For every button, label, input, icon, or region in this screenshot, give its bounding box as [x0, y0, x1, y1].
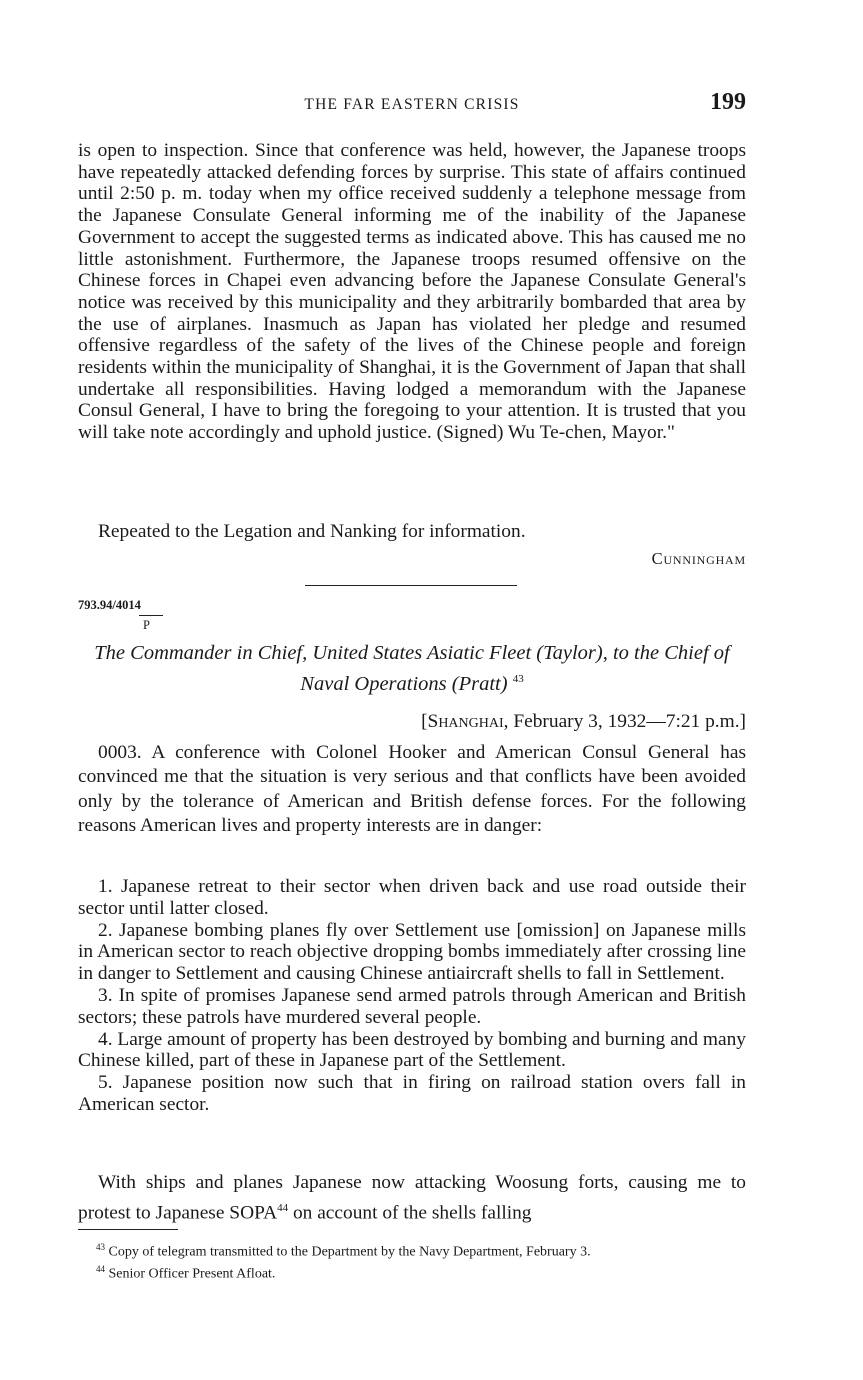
dateline-open-bracket: [	[421, 711, 428, 732]
footnote	[78, 1239, 746, 1261]
body-paragraph	[78, 741, 746, 838]
list-item: 1. Japanese retreat to their sector when driven back and use road outside their sector until latter closed.	[78, 876, 746, 919]
closing-paragraph-text: With ships and planes Japanese now attacking Woosung forts, causing me to protest to Japanese SOPA	[78, 1172, 746, 1224]
title-footnote-ref: 43	[512, 673, 524, 685]
dateline	[421, 711, 746, 733]
signature: Cunningham	[651, 549, 746, 568]
list-item: 4. Large amount of property has been destroyed by bombing and burning and many Chinese killed, part of these in Japanese part of the Settlement.	[78, 1028, 746, 1072]
numbered-list	[78, 876, 746, 1116]
file-letter: P	[143, 618, 150, 632]
dateline-place: Shanghai	[427, 711, 504, 732]
footnote	[78, 1261, 746, 1283]
closing-paragraph	[78, 1171, 746, 1226]
footnotes	[78, 1239, 746, 1283]
document-title-text: The Commander in Chief, United States Asiatic Fleet (Taylor), to the Chief of Naval Operations (Pratt)	[94, 642, 730, 695]
list-item: 3. In spite of promises Japanese send armed patrols through American and British sectors; these patrols have murdered several people.	[78, 984, 746, 1028]
intro-paragraph-text: is open to inspection. Since that conference was held, however, the Japanese troops have repeatedly attacked defending forces by surprise. This state of affairs continued until 2:50 p. m. today when my office received suddenly a telephone message from the Japanese Consulate General informing me of the inability of the Japanese Government to accept the suggested terms as indicated above. This has caused me no little astonishment. Furthermore, the Japanese troops resumed offensive on the Chinese forces in Chapei even advancing before the Japanese Consulate General's notice was received by this municipality and they arbitrarily bombarded that area by the use of airplanes. Inasmuch as Japan has violated her pledge and resumed offensive regardless of the safety of the lives of the Chinese people and foreign residents within the municipality of Shanghai, it is the Government of Japan that shall undertake all responsibilities. Having lodged a memorandum with the Japanese Consul General, I have to bring the foregoing to your attention. It is trusted that you will take note accordingly and uphold justice. (Signed) Wu Te-chen, Mayor."	[78, 140, 746, 444]
file-number: 793.94/4014	[78, 598, 141, 612]
footnote-text: Senior Officer Present Afloat.	[108, 1266, 276, 1282]
body-paragraph-text: 0003. A conference with Colonel Hooker and American Consul General has convinced me that the situation is very serious and that conflicts have been avoided only by the tolerance of American and British defense forces. For the following reasons American lives and property interests are in danger:	[78, 742, 746, 836]
file-number-underline	[139, 615, 163, 616]
footnote-marker: 44	[96, 1264, 105, 1275]
footnote-marker: 43	[96, 1242, 105, 1252]
list-item: 2. Japanese bombing planes fly over Settlement use [omission] on Japanese mills in American sector to reach objective dropping bombs immediately after crossing line in danger to Settlement and causing Chinese antiaircraft shells to fall in Settlement.	[78, 919, 746, 985]
list-item: 5. Japanese position now such that in firing on railroad station overs fall in American sector.	[78, 1072, 746, 1115]
footnote-rule	[78, 1229, 178, 1230]
document-title	[78, 640, 746, 697]
closing-paragraph-tail: on account of the shells falling	[288, 1202, 532, 1224]
page-header	[78, 89, 746, 122]
repeated-line: Repeated to the Legation and Nanking for information.	[98, 521, 526, 542]
intro-paragraph	[78, 140, 746, 444]
dateline-date: , February 3, 1932—7:21 p.m.]	[503, 711, 746, 732]
section-divider	[305, 585, 517, 586]
footnote-text: Copy of telegram transmitted to the Department by the Navy Department, February 3.	[108, 1244, 591, 1260]
page-number: 199	[710, 89, 746, 115]
running-head: THE FAR EASTERN CRISIS	[304, 96, 520, 113]
closing-footnote-ref: 44	[277, 1201, 289, 1214]
